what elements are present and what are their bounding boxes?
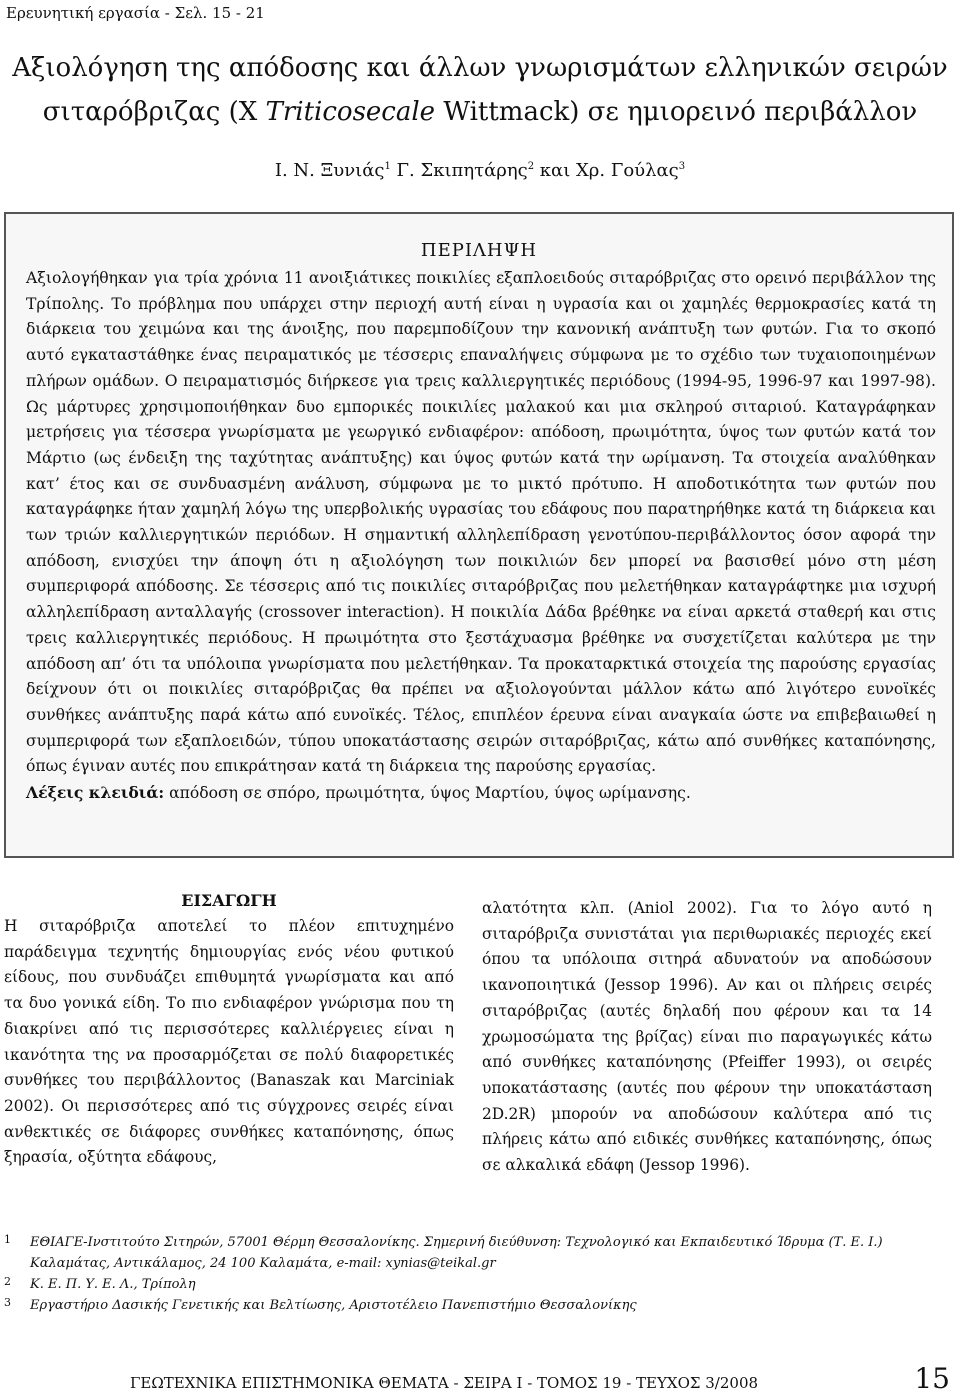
intro-right-column xyxy=(482,896,932,1179)
footnote-2-number: 2 xyxy=(4,1275,11,1288)
abstract-text: Αξιολογήθηκαν για τρία χρόνια 11 ανοιξιάτικες ποικιλίες εξαπλοειδούς σιταρόβριζας στο ορεινό περιβάλλον της Τρίπολης. Το πρόβλημα που υπάρχει στην περιοχή αυτή είναι η υγρασία και οι χαμηλές θερμοκρασίες κατά τη διάρκεια του χειμώνα και της άνοιξης, που παρεμποδίζουν την κανονική ανάπτυξη των φυτών. Για το σκοπό αυτό εγκαταστάθηκε ένας πειραματικός με τέσσερις επαναλήψεις σύμφωνα με το σχέδιο των τυχαιοποιημένων πλήρων ομάδων. Ο πειραματισμός διήρκεσε για τρεις καλλιεργητικές περιόδους (1994-95, 1996-97 και 1997-98). Ως μάρτυρες χρησιμοποιήθηκαν δυο εμπορικές ποικιλίες μαλακού και μια σκληρού σιταριού. Καταγράφηκαν μετρήσεις για τέσσερα γνωρίσματα με γεωργικό ενδιαφέρον: απόδοση, πρωιμότητα, ύψος των φυτών κατά τον Μάρτιο (ως ένδειξη της ταχύτητας ανάπτυξης) και ύψος φυτών κατά την ωρίμανση. Τα στοιχεία αναλύθηκαν κατ’ έτος και σε συνδυασμένη ανάλυση, σύμφωνα με το μικτό πρότυπο. Η αποδοτικότητα των φυτών που καταγράφηκε ήταν χαμηλή λόγω της υπερβολικής υγρασίας του εδάφους που παρατηρήθηκε κατά τη διάρκεια και των τριών καλλιεργητικών περιόδων. Η σημαντική αλληλεπίδραση γενοτύπου-περιβάλλοντος όσον αφορά την απόδοση, ενισχύει την άποψη ότι η αξιολόγηση των ποικιλιών δεν μπορεί να βασισθεί μόνο στη μέση συμπεριφορά απόδοσης. Σε τέσσερις από τις ποικιλίες σιταρόβριζας που μελετήθηκαν καταγράφτηκε μια ισχυρή αλληλεπίδραση ανταλλαγής (crossover interaction). Η ποικιλία Δάδα βρέθηκε να είναι αρκετά σταθερή και στις τρεις καλλιεργητικές περιόδους. Η πρωιμότητα στο ξεστάχυασμα βρέθηκε να συσχετίζεται καλύτερα με την απόδοση απ’ ότι τα υπόλοιπα γνωρίσματα που μελετήθηκαν. Τα προκαταρκτικά στοιχεία της παρούσης εργασίας δείχνουν ότι οι ποικιλίες σιταρόβριζας θα πρέπει να αξιολογούνται μάλλον κάτω από λιγότερο ευνοϊκές συνθήκες ανάπτυξης παρά κάτω από ευνοϊκές. Τέλος, επιπλέον έρευνα είναι αναγκαία ώστε να επιβεβαιωθεί η συμπεριφορά των εξαπλοειδών, τύπου υποκατάστασης σειρών σιταρόβριζας, κάτω από συνθήκες καταπόνησης, όπως έγιναν αυτές που επικράτησαν κατά τη διάρκεια της παρούσης εργασίας. xyxy=(26,269,936,776)
footnote-3 xyxy=(4,1295,956,1316)
intro-left-column xyxy=(4,890,454,1171)
paper-title xyxy=(0,46,960,134)
author-3-affil: 3 xyxy=(678,161,686,172)
footnote-2 xyxy=(4,1274,956,1295)
author-1: Ι. Ν. Ξυνιάς xyxy=(274,160,385,181)
running-head: Ερευνητική εργασία - Σελ. 15 - 21 xyxy=(6,4,265,22)
journal-footer: ΓΕΩΤΕΧΝΙΚΑ ΕΠΙΣΤΗΜΟΝΙΚΑ ΘΕΜΑΤΑ - ΣΕΙΡΑ I - ΤΟΜΟΣ 19 - ΤΕΥΧΟΣ 3/2008 xyxy=(130,1374,759,1392)
author-3: και Χρ. Γούλας xyxy=(534,160,679,181)
author-list xyxy=(0,160,960,181)
title-genus-italic: Triticosecale xyxy=(265,97,436,127)
footnote-1 xyxy=(4,1232,956,1274)
keywords xyxy=(26,784,691,802)
footnotes xyxy=(4,1232,956,1316)
author-2: Γ. Σκιπητάρης xyxy=(390,160,528,181)
intro-left-text: Η σιταρόβριζα αποτελεί το πλέον επιτυχημένο παράδειγμα τεχνητής δημιουργίας ενός νέου φυτικού είδους, που συνδυάζει επιθυμητά γνωρίσματα και από τα δυο γονικά είδη. Το πιο ενδιαφέρον γνώρισμα που τη διακρίνει από τις περισσότερες καλλιέργειες είναι η ικανότητα της να προσαρμόζεται σε πολύ διαφορετικές συνθήκες του περιβάλλοντος (Banaszak και Marciniak 2002). Οι περισσότερες από τις σύγχρονες σειρές είναι ανθεκτικές σε διάφορες συνθήκες καταπόνησης, όπως ξηρασία, οξύτητα εδάφους, xyxy=(4,917,454,1167)
footnote-3-number: 3 xyxy=(4,1296,11,1309)
abstract-box xyxy=(4,212,954,858)
footnote-1-text: ΕΘΙΑΓΕ-Ινστιτούτο Σιτηρών, 57001 Θέρμη Θεσσαλονίκης. Σημερινή διεύθυνση: Τεχνολογικό και Εκπαιδευτικό Ίδρυμα (Τ. Ε. Ι.) Καλαμάτας, Αντικάλαμος, 24 100 Καλαμάτα, e-mail: xynias@teikal.gr xyxy=(30,1235,883,1271)
keywords-text: απόδοση σε σπόρο, πρωιμότητα, ύψος Μαρτίου, ύψος ωρίμανσης. xyxy=(164,784,691,803)
title-line-2-post: Wittmack) σε ημιορεινό περιβάλλον xyxy=(435,97,918,127)
title-line-1: Αξιολόγηση της απόδοσης και άλλων γνωρισμάτων ελληνικών σειρών xyxy=(12,53,948,83)
keywords-label: Λέξεις κλειδιά: xyxy=(26,783,165,803)
footnote-2-text: Κ. Ε. Π. Υ. Ε. Λ., Τρίπολη xyxy=(30,1277,196,1292)
intro-right-text: αλατότητα κλπ. (Aniol 2002). Για το λόγο αυτό η σιταρόβριζα συνιστάται για περιθωριακές περιοχές εκεί όπου τα υπόλοιπα σιτηρά αδυνατούν να αποδώσουν ικανοποιητικά (Jessop 1996). Αν και οι πλήρεις σειρές σιταρόβριζας (αυτές δηλαδή που φέρουν και τα 14 χρωμοσώματα της βρίζας) είναι πιο παραγωγικές κάτω από συνθήκες καταπόνησης (Pfeiffer 1993), οι σειρές υποκατάστασης (αυτές που φέρουν την υποκατάσταση 2D.2R) μπορούν να αποδώσουν καλύτερα από τις πλήρεις κάτω από ειδικές συνθήκες καταπόνησης, όπως σε αλκαλικά εδάφη (Jessop 1996). xyxy=(482,899,932,1175)
intro-heading: ΕΙΣΑΓΩΓΗ xyxy=(181,891,277,910)
page-number: 15 xyxy=(914,1362,950,1395)
footnote-3-text: Εργαστήριο Δασικής Γενετικής και Βελτίωσης, Αριστοτέλειο Πανεπιστήμιο Θεσσαλονίκης xyxy=(30,1298,637,1313)
abstract-body xyxy=(26,266,936,807)
footnote-1-number: 1 xyxy=(4,1233,11,1246)
author-1-affil: 1 xyxy=(384,161,391,172)
title-line-2 xyxy=(0,90,960,134)
abstract-heading: ΠΕΡΙΛΗΨΗ xyxy=(420,240,538,261)
title-line-2-pre: σιταρόβριζας (X xyxy=(42,97,266,127)
author-2-affil: 2 xyxy=(527,161,535,172)
